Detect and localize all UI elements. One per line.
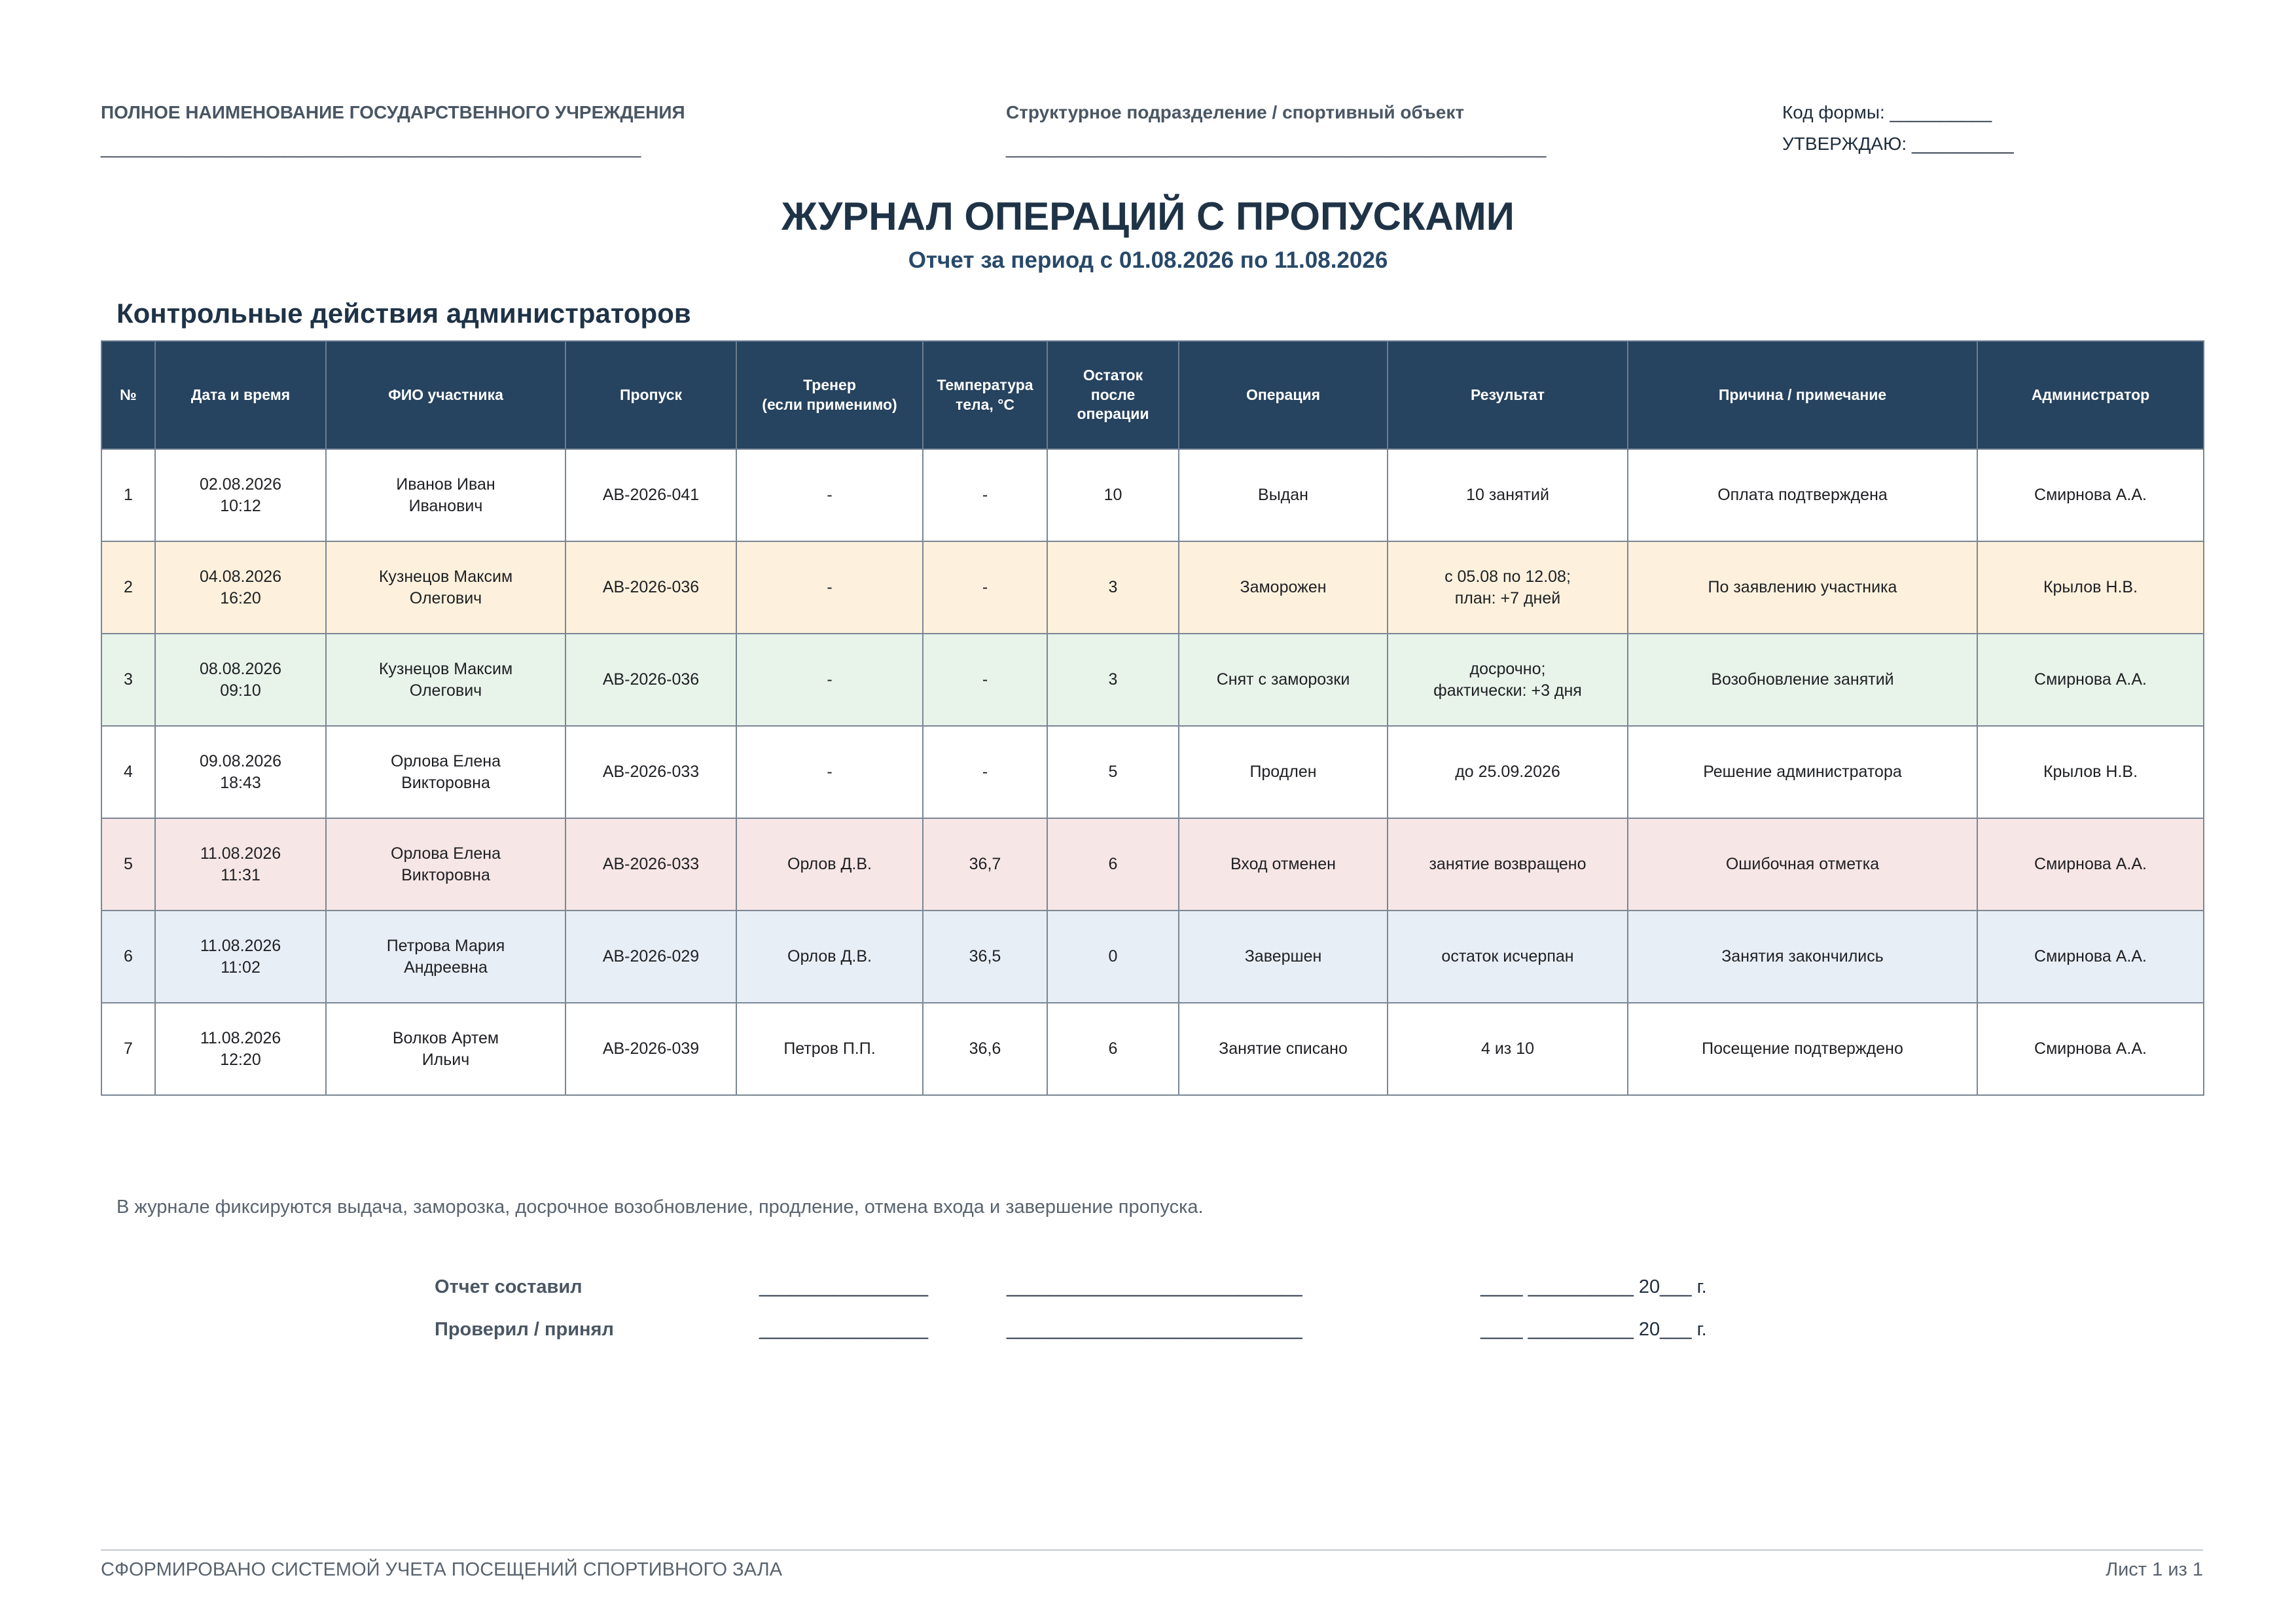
row-reason: По заявлению участника — [1628, 541, 1977, 634]
compiled-name-line: ____________________________ — [1007, 1276, 1302, 1297]
footer-system-text: СФОРМИРОВАНО СИСТЕМОЙ УЧЕТА ПОСЕЩЕНИЙ СПОРТИВНОГО ЗАЛА — [101, 1559, 783, 1580]
row-participant: Орлова Елена Викторовна — [326, 726, 565, 818]
column-header: Администратор — [1977, 341, 2204, 449]
row-trainer: Орлов Д.В. — [736, 818, 923, 911]
row-reason: Оплата подтверждена — [1628, 449, 1977, 541]
row-pass: АВ-2026-033 — [565, 726, 736, 818]
row-temperature: - — [923, 541, 1047, 634]
row-number: 1 — [101, 449, 155, 541]
column-header: Дата и время — [155, 341, 326, 449]
row-operation: Заморожен — [1179, 541, 1388, 634]
row-temperature: 36,5 — [923, 911, 1047, 1003]
row-number: 2 — [101, 541, 155, 634]
row-result: до 25.09.2026 — [1388, 726, 1628, 818]
compiled-date-line: ____ __________ 20___ г. — [1480, 1276, 1707, 1297]
row-pass: АВ-2026-036 — [565, 634, 736, 726]
row-admin: Смирнова А.А. — [1977, 1003, 2204, 1095]
row-datetime: 09.08.2026 18:43 — [155, 726, 326, 818]
division-label: Структурное подразделение / спортивный объект — [1006, 102, 1465, 122]
row-temperature: - — [923, 726, 1047, 818]
row-number: 7 — [101, 1003, 155, 1095]
row-pass: АВ-2026-041 — [565, 449, 736, 541]
row-remaining: 3 — [1047, 634, 1179, 726]
row-operation: Завершен — [1179, 911, 1388, 1003]
row-number: 4 — [101, 726, 155, 818]
row-operation: Продлен — [1179, 726, 1388, 818]
table-row — [101, 818, 2204, 911]
row-result: остаток исчерпан — [1388, 911, 1628, 1003]
row-admin: Крылов Н.В. — [1977, 541, 2204, 634]
row-result: занятие возвращено — [1388, 818, 1628, 911]
row-participant: Петрова Мария Андреевна — [326, 911, 565, 1003]
journal-note: В журнале фиксируются выдача, заморозка, досрочное возобновление, продление, отмена входа и завершение пропуска. — [117, 1197, 1204, 1218]
row-temperature: 36,7 — [923, 818, 1047, 911]
column-header: Пропуск — [565, 341, 736, 449]
row-remaining: 5 — [1047, 726, 1179, 818]
row-participant: Волков Артем Ильич — [326, 1003, 565, 1095]
section-title: Контрольные действия администраторов — [117, 298, 691, 329]
row-reason: Посещение подтверждено — [1628, 1003, 1977, 1095]
checked-date-line: ____ __________ 20___ г. — [1480, 1319, 1707, 1340]
row-reason: Ошибочная отметка — [1628, 818, 1977, 911]
row-remaining: 3 — [1047, 541, 1179, 634]
row-admin: Смирнова А.А. — [1977, 911, 2204, 1003]
row-operation: Занятие списано — [1179, 1003, 1388, 1095]
table-row — [101, 1003, 2204, 1095]
row-pass: АВ-2026-039 — [565, 1003, 736, 1095]
row-admin: Смирнова А.А. — [1977, 818, 2204, 911]
checked-signature-line: ________________ — [759, 1319, 929, 1340]
institution-line: _____________________________________________________ — [101, 137, 641, 158]
table-header-row — [101, 341, 2204, 449]
page-subtitle: Отчет за период с 01.08.2026 по 11.08.2026 — [908, 247, 1388, 273]
checked-name-line: ____________________________ — [1007, 1319, 1302, 1340]
table-row — [101, 541, 2204, 634]
row-pass: АВ-2026-036 — [565, 541, 736, 634]
row-trainer: - — [736, 726, 923, 818]
column-header: Операция — [1179, 341, 1388, 449]
row-remaining: 6 — [1047, 1003, 1179, 1095]
row-remaining: 0 — [1047, 911, 1179, 1003]
row-result: досрочно; фактически: +3 дня — [1388, 634, 1628, 726]
row-trainer: - — [736, 449, 923, 541]
row-number: 6 — [101, 911, 155, 1003]
row-reason: Занятия закончились — [1628, 911, 1977, 1003]
row-temperature: - — [923, 634, 1047, 726]
column-header: Причина / примечание — [1628, 341, 1977, 449]
column-header: Остаток после операции — [1047, 341, 1179, 449]
row-pass: АВ-2026-033 — [565, 818, 736, 911]
column-header: Результат — [1388, 341, 1628, 449]
compiled-by-label: Отчет составил — [435, 1276, 583, 1297]
footer-divider — [101, 1549, 2203, 1551]
column-header: ФИО участника — [326, 341, 565, 449]
row-datetime: 04.08.2026 16:20 — [155, 541, 326, 634]
row-datetime: 02.08.2026 10:12 — [155, 449, 326, 541]
row-datetime: 08.08.2026 09:10 — [155, 634, 326, 726]
checked-by-label: Проверил / принял — [435, 1319, 614, 1340]
institution-label: ПОЛНОЕ НАИМЕНОВАНИЕ ГОСУДАРСТВЕННОГО УЧРЕЖДЕНИЯ — [101, 102, 685, 122]
row-datetime: 11.08.2026 12:20 — [155, 1003, 326, 1095]
row-admin: Крылов Н.В. — [1977, 726, 2204, 818]
row-trainer: Петров П.П. — [736, 1003, 923, 1095]
row-operation: Вход отменен — [1179, 818, 1388, 911]
row-remaining: 6 — [1047, 818, 1179, 911]
division-line: _____________________________________________________ — [1006, 137, 1547, 158]
table-row — [101, 911, 2204, 1003]
row-participant: Орлова Елена Викторовна — [326, 818, 565, 911]
row-operation: Снят с заморозки — [1179, 634, 1388, 726]
row-number: 5 — [101, 818, 155, 911]
row-reason: Решение администратора — [1628, 726, 1977, 818]
footer-page-number: Лист 1 из 1 — [2106, 1559, 2203, 1580]
table-row — [101, 726, 2204, 818]
column-header: Температура тела, °С — [923, 341, 1047, 449]
row-trainer: Орлов Д.В. — [736, 911, 923, 1003]
table-row — [101, 634, 2204, 726]
row-operation: Выдан — [1179, 449, 1388, 541]
form-code: Код формы: __________ — [1782, 102, 1992, 122]
row-remaining: 10 — [1047, 449, 1179, 541]
row-admin: Смирнова А.А. — [1977, 449, 2204, 541]
row-reason: Возобновление занятий — [1628, 634, 1977, 726]
row-result: 4 из 10 — [1388, 1003, 1628, 1095]
column-header: № — [101, 341, 155, 449]
page-title: ЖУРНАЛ ОПЕРАЦИЙ С ПРОПУСКАМИ — [781, 194, 1515, 238]
row-participant: Кузнецов Максим Олегович — [326, 541, 565, 634]
row-temperature: - — [923, 449, 1047, 541]
row-admin: Смирнова А.А. — [1977, 634, 2204, 726]
table-row — [101, 449, 2204, 541]
row-pass: АВ-2026-029 — [565, 911, 736, 1003]
compiled-signature-line: ________________ — [759, 1276, 929, 1297]
row-participant: Иванов Иван Иванович — [326, 449, 565, 541]
row-datetime: 11.08.2026 11:02 — [155, 911, 326, 1003]
row-datetime: 11.08.2026 11:31 — [155, 818, 326, 911]
row-number: 3 — [101, 634, 155, 726]
row-temperature: 36,6 — [923, 1003, 1047, 1095]
row-result: 10 занятий — [1388, 449, 1628, 541]
operations-table — [101, 340, 2204, 1096]
row-result: с 05.08 по 12.08; план: +7 дней — [1388, 541, 1628, 634]
row-trainer: - — [736, 634, 923, 726]
approve-line: УТВЕРЖДАЮ: __________ — [1782, 134, 2014, 154]
column-header: Тренер (если применимо) — [736, 341, 923, 449]
row-trainer: - — [736, 541, 923, 634]
row-participant: Кузнецов Максим Олегович — [326, 634, 565, 726]
